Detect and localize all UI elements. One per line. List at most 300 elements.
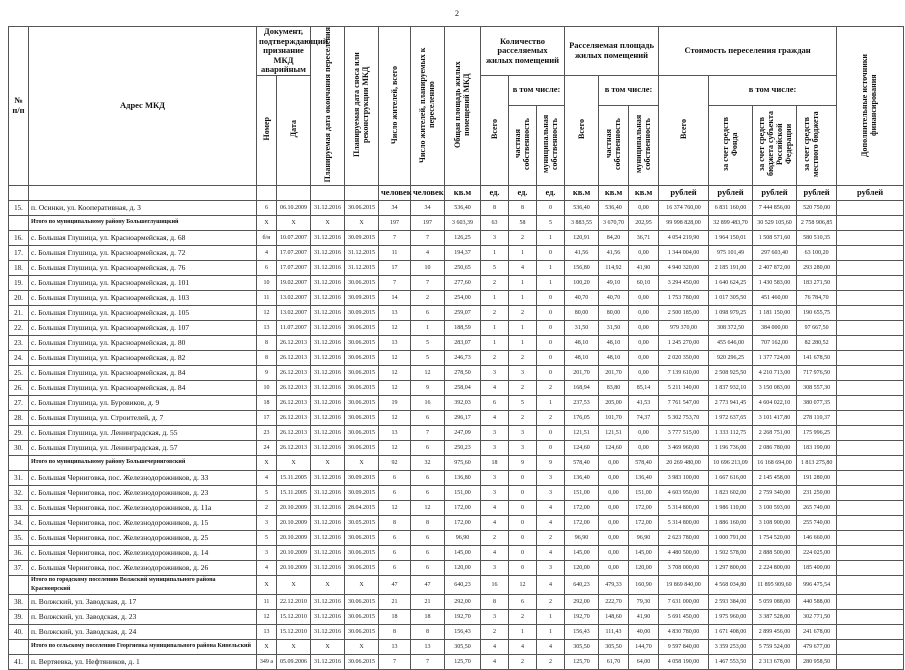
resettlement-table	[8, 26, 904, 670]
row-cell: 10.07.2007	[277, 230, 311, 245]
row-address: с. Большая Глушица, ул. Красноармейская, д. 103	[29, 290, 257, 305]
row-cell: 30.09.2015	[345, 230, 379, 245]
row-cell: 1	[537, 275, 565, 290]
col-residents-planned: Число жителей, планируемых к переселению	[411, 27, 445, 186]
row-cell: 120,00	[445, 560, 481, 575]
row-cell: 31.12.2016	[311, 305, 345, 320]
table-row	[9, 380, 904, 395]
row-number: 18.	[9, 260, 29, 275]
row-cell: 172,00	[445, 500, 481, 515]
row-cell: 3	[509, 425, 537, 440]
col-doc-date: Дата	[277, 75, 311, 185]
row-cell: 30.06.2015	[345, 440, 379, 455]
row-cell: 1 667 616,00	[709, 470, 753, 485]
row-cell: 5	[257, 485, 277, 500]
row-cell: 6	[257, 260, 277, 275]
row-cell: 1 017 305,50	[709, 290, 753, 305]
row-cell: 31.12.2016	[311, 470, 345, 485]
row-cell: 4 603 950,00	[659, 485, 709, 500]
row-cell: 4	[411, 245, 445, 260]
row-cell: 31.12.2016	[311, 654, 345, 669]
row-cell: 13	[257, 624, 277, 639]
row-cell: 1 964 150,01	[709, 230, 753, 245]
row-cell: 6 831 160,00	[709, 200, 753, 215]
row-cell: 30.09.2015	[345, 290, 379, 305]
row-number: 32.	[9, 485, 29, 500]
row-cell: 176,05	[565, 410, 599, 425]
row-cell: 31,50	[599, 320, 629, 335]
row-cell: 120,00	[565, 560, 599, 575]
row-cell: 9 597 840,00	[659, 639, 709, 654]
row-cell: 31.12.2016	[311, 275, 345, 290]
row-cell: 30.06.2015	[345, 410, 379, 425]
row-cell: 26.12.2013	[277, 395, 311, 410]
table-row	[9, 200, 904, 215]
row-cell: 18	[411, 609, 445, 624]
row-address: с. Большая Черниговка, пос. Железнодорожников, д. 33	[29, 470, 257, 485]
row-cell: 20.10.2009	[277, 515, 311, 530]
row-cell: 26.12.2013	[277, 425, 311, 440]
row-cell: 384 000,00	[753, 320, 797, 335]
row-cell: 3	[509, 365, 537, 380]
row-number	[9, 575, 29, 594]
row-cell: 20 269 480,00	[659, 455, 709, 470]
row-cell: 15.11.2005	[277, 485, 311, 500]
row-address: с. Большая Черниговка, пос. Железнодорожников, д. 15	[29, 515, 257, 530]
row-cell: 2	[537, 654, 565, 669]
row-cell: 2 268 751,00	[753, 425, 797, 440]
row-address: п. Волжский, ул. Заводская, д. 24	[29, 624, 257, 639]
row-cell: 237,53	[565, 395, 599, 410]
units-row: человек человек кв.м ед. ед. ед. кв.м кв.м кв.м рублей рублей рублей рублей рублей	[9, 185, 904, 200]
row-cell: 349 а	[257, 654, 277, 669]
row-address: с. Большая Глушица, ул. Ленинградская, д. 55	[29, 425, 257, 440]
row-cell: 707 162,00	[753, 335, 797, 350]
row-cell: 2 224 800,00	[753, 560, 797, 575]
table-row	[9, 365, 904, 380]
row-cell: X	[311, 639, 345, 654]
row-address: Итого по городскому поселению Волжский муниципального района Красноярский	[29, 575, 257, 594]
row-cell: 6	[411, 410, 445, 425]
row-number: 30.	[9, 440, 29, 455]
row-cell: 30.09.2015	[345, 485, 379, 500]
row-cell: 7	[379, 275, 411, 290]
row-cell: 0,00	[629, 305, 659, 320]
row-cell: 0,00	[599, 515, 629, 530]
row-cell	[837, 575, 904, 594]
row-cell: 0	[509, 500, 537, 515]
row-cell: 8	[411, 624, 445, 639]
row-cell: 8	[481, 594, 509, 609]
row-address: с. Большая Черниговка, пос. Железнодорожников, д. 26	[29, 560, 257, 575]
row-cell: 4 054 219,90	[659, 230, 709, 245]
row-cell: 2 407 872,00	[753, 260, 797, 275]
row-cell: 7	[411, 654, 445, 669]
row-cell: 145,00	[445, 545, 481, 560]
row-cell: 247,09	[445, 425, 481, 440]
row-cell: 0,00	[629, 350, 659, 365]
row-number	[9, 639, 29, 654]
row-cell: 0,00	[629, 245, 659, 260]
row-cell: 32 899 483,70	[709, 215, 753, 230]
row-cell: 126,25	[445, 230, 481, 245]
row-cell: 13	[411, 639, 445, 654]
row-address: п. Осинки, ул. Кооперативная, д. 3	[29, 200, 257, 215]
table-row	[9, 275, 904, 290]
row-cell: 4 830 780,00	[659, 624, 709, 639]
row-cell: 31.12.2016	[311, 440, 345, 455]
row-cell: 4	[509, 260, 537, 275]
row-address: с. Большая Глушица, ул. Красноармейская, д. 80	[29, 335, 257, 350]
row-cell: 1	[509, 245, 537, 260]
row-cell: 31.12.2016	[311, 335, 345, 350]
row-cell: 64,00	[629, 654, 659, 669]
row-cell: 1 196 736,00	[709, 440, 753, 455]
col-cost: Стоимость переселения граждан	[659, 27, 837, 76]
row-cell: 1	[481, 335, 509, 350]
row-cell: 1 430 583,00	[753, 275, 797, 290]
row-cell: 125,70	[445, 654, 481, 669]
row-number: 22.	[9, 320, 29, 335]
row-cell: 30.09.2015	[345, 305, 379, 320]
row-address: п. Волжский, ул. Заводская, д. 17	[29, 594, 257, 609]
row-cell: 17	[257, 410, 277, 425]
row-cell: 197	[411, 215, 445, 230]
row-cell: X	[277, 455, 311, 470]
row-cell: 125,70	[565, 654, 599, 669]
row-cell: 19	[379, 395, 411, 410]
row-cell: 10	[257, 380, 277, 395]
page-number: 2	[455, 9, 459, 18]
row-cell: 1 640 624,25	[709, 275, 753, 290]
row-cell: 4	[537, 639, 565, 654]
row-cell: 1 245 270,00	[659, 335, 709, 350]
row-cell: 2 623 780,00	[659, 530, 709, 545]
row-cell: 172,00	[629, 515, 659, 530]
row-cell: 31.12.2016	[311, 260, 345, 275]
row-cell: 0	[537, 245, 565, 260]
row-cell: 24	[257, 440, 277, 455]
row-cell: 2	[509, 350, 537, 365]
row-cell: 6	[481, 395, 509, 410]
row-cell: 0	[509, 485, 537, 500]
row-cell: 8	[257, 350, 277, 365]
row-cell: 30.06.2015	[345, 395, 379, 410]
row-cell: 30.06.2015	[345, 545, 379, 560]
row-cell: 31.12.2016	[311, 500, 345, 515]
row-address: с. Большая Глушица, ул. Красноармейская, д. 72	[29, 245, 257, 260]
row-cell: 12	[379, 365, 411, 380]
table-row	[9, 395, 904, 410]
row-cell	[837, 275, 904, 290]
row-cell: 30 529 105,60	[753, 215, 797, 230]
row-number: 25.	[9, 365, 29, 380]
row-cell: 0,00	[629, 320, 659, 335]
row-cell: 26.12.2013	[277, 335, 311, 350]
row-cell: 292,00	[565, 594, 599, 609]
row-cell: 265 740,00	[797, 500, 837, 515]
row-cell: 278 110,37	[797, 410, 837, 425]
row-cell: 17.07.2007	[277, 245, 311, 260]
row-cell: 12	[257, 609, 277, 624]
row-address: с. Большая Глушица, ул. Красноармейская, д. 107	[29, 320, 257, 335]
row-cell: 1	[509, 290, 537, 305]
row-cell: X	[257, 215, 277, 230]
row-cell: 0	[509, 545, 537, 560]
row-cell: 11.07.2007	[277, 320, 311, 335]
row-cell: 8	[509, 200, 537, 215]
row-cell: 172,00	[565, 500, 599, 515]
row-cell: 3	[537, 485, 565, 500]
row-cell: 121,51	[565, 425, 599, 440]
row-cell: 11	[379, 245, 411, 260]
row-cell: 640,23	[445, 575, 481, 594]
row-address: с. Большая Глушица, ул. Строителей, д. 7	[29, 410, 257, 425]
row-cell: 160,90	[629, 575, 659, 594]
row-cell: 280 958,50	[797, 654, 837, 669]
row-cell: 2	[509, 305, 537, 320]
table-row	[9, 320, 904, 335]
row-cell: 258,04	[445, 380, 481, 395]
row-cell: 21	[379, 594, 411, 609]
row-cell: 111,43	[599, 624, 629, 639]
row-cell: 3	[481, 425, 509, 440]
row-cell: 21	[411, 594, 445, 609]
row-cell: 3	[509, 440, 537, 455]
row-cell: 30.05.2015	[345, 515, 379, 530]
row-cell: 222,70	[599, 594, 629, 609]
row-cell: 80,00	[565, 305, 599, 320]
row-cell: 48,10	[599, 350, 629, 365]
col-area-total: Общая площадь жилых помещений МКД	[445, 27, 481, 186]
row-cell: 175 996,25	[797, 425, 837, 440]
row-cell: 2 888 500,00	[753, 545, 797, 560]
row-cell: 7	[411, 425, 445, 440]
row-cell: 26.12.2013	[277, 440, 311, 455]
row-cell: 92	[379, 455, 411, 470]
row-cell: 31.12.2016	[311, 230, 345, 245]
row-cell: 305,50	[445, 639, 481, 654]
row-cell: 1 972 637,65	[709, 410, 753, 425]
row-number: 17.	[9, 245, 29, 260]
row-cell: 302 771,50	[797, 609, 837, 624]
row-cell: X	[345, 639, 379, 654]
row-cell: 06.10.2009	[277, 200, 311, 215]
row-cell: 3 359 253,00	[709, 639, 753, 654]
row-cell: 278,50	[445, 365, 481, 380]
row-cell: 5 059 088,00	[753, 594, 797, 609]
row-cell: 2 020 350,00	[659, 350, 709, 365]
row-cell: 1	[509, 624, 537, 639]
row-cell: 259,07	[445, 305, 481, 320]
row-cell: 479,33	[599, 575, 629, 594]
row-address: п. Вертяевка, ул. Нефтяников, д. 1	[29, 654, 257, 669]
row-cell: 202,95	[629, 215, 659, 230]
row-cell: 30.09.2015	[345, 470, 379, 485]
row-cell: X	[311, 215, 345, 230]
row-cell: 305,50	[599, 639, 629, 654]
row-cell: 9	[257, 365, 277, 380]
row-cell: 7	[411, 275, 445, 290]
row-cell: 4	[537, 500, 565, 515]
row-cell: 84,20	[599, 230, 629, 245]
row-cell: 250,23	[445, 440, 481, 455]
row-cell: 5 314 800,00	[659, 500, 709, 515]
row-cell: 30.06.2015	[345, 560, 379, 575]
col-qty-municipal: муниципальная собственность	[537, 105, 565, 185]
row-address: с. Большая Глушица, ул. Буровиков, д. 9	[29, 395, 257, 410]
row-cell: 151,00	[629, 485, 659, 500]
row-cell: 30.06.2015	[345, 335, 379, 350]
row-cell: 183 190,00	[797, 440, 837, 455]
row-cell: 3 670,70	[599, 215, 629, 230]
row-cell: 2 759 340,00	[753, 485, 797, 500]
row-cell: 136,80	[445, 470, 481, 485]
row-cell: 15.11.2005	[277, 470, 311, 485]
row-cell	[837, 305, 904, 320]
row-cell: 2	[537, 530, 565, 545]
row-cell: 205,00	[599, 395, 629, 410]
row-cell: 26.12.2013	[277, 365, 311, 380]
row-cell: 30.06.2015	[345, 654, 379, 669]
row-cell: 3	[481, 609, 509, 624]
row-cell: 12	[379, 440, 411, 455]
row-cell: 10	[411, 260, 445, 275]
row-cell: 2 508 925,50	[709, 365, 753, 380]
row-number: 40.	[9, 624, 29, 639]
row-cell: 305,50	[565, 639, 599, 654]
row-number: 41.	[9, 654, 29, 669]
row-cell: 0	[537, 425, 565, 440]
row-cell: 151,00	[565, 485, 599, 500]
row-cell: 231 250,00	[797, 485, 837, 500]
row-cell: 1 753 780,00	[659, 290, 709, 305]
row-address: с. Большая Глушица, ул. Красноармейская, д. 105	[29, 305, 257, 320]
table-row	[9, 260, 904, 275]
row-cell: 12	[379, 380, 411, 395]
row-number: 31.	[9, 470, 29, 485]
col-number: № п/п	[9, 27, 29, 186]
row-number: 16.	[9, 230, 29, 245]
row-cell: 141 678,50	[797, 350, 837, 365]
row-cell: 0	[537, 290, 565, 305]
row-cell: 7 761 547,00	[659, 395, 709, 410]
row-cell: 3 883,55	[565, 215, 599, 230]
table-row	[9, 350, 904, 365]
row-cell: 0	[537, 200, 565, 215]
table-body	[9, 200, 904, 669]
row-cell: 197	[379, 215, 411, 230]
row-cell: 5	[481, 260, 509, 275]
col-area-incl: в том числе:	[599, 75, 659, 105]
row-cell: 30.06.2015	[345, 275, 379, 290]
row-cell	[837, 500, 904, 515]
row-cell: 17	[379, 260, 411, 275]
row-cell	[837, 470, 904, 485]
row-cell: 2	[257, 500, 277, 515]
row-cell: 30.06.2015	[345, 609, 379, 624]
col-area-total-sub: Всего	[565, 75, 599, 185]
row-address: с. Большая Черниговка, пос. Железнодорожников, д. 14	[29, 545, 257, 560]
row-cell: 8	[411, 515, 445, 530]
row-cell: 31.12.2016	[311, 410, 345, 425]
row-cell: 31.12.2016	[311, 290, 345, 305]
row-cell	[837, 335, 904, 350]
table-row	[9, 230, 904, 245]
row-address: с. Большая Глушица, ул. Красноармейская, д. 76	[29, 260, 257, 275]
row-cell: 6	[509, 594, 537, 609]
row-cell	[837, 639, 904, 654]
row-cell: 4 604 022,10	[753, 395, 797, 410]
row-cell: 31.12.2016	[311, 395, 345, 410]
row-cell: X	[345, 215, 379, 230]
row-cell: 1 344 004,00	[659, 245, 709, 260]
row-cell: 1 671 408,00	[709, 624, 753, 639]
row-cell: 0	[509, 515, 537, 530]
row-cell: 4 210 713,00	[753, 365, 797, 380]
row-cell: 2	[481, 305, 509, 320]
row-cell: 1	[537, 624, 565, 639]
row-cell: 17.07.2007	[277, 260, 311, 275]
row-cell: 31.12.2016	[311, 245, 345, 260]
row-cell: 16	[481, 575, 509, 594]
subtotal-row	[9, 455, 904, 470]
row-cell: 5	[257, 530, 277, 545]
row-number: 28.	[9, 410, 29, 425]
row-cell: X	[257, 575, 277, 594]
col-cost-fund: за счет средств Фонда	[709, 105, 753, 185]
row-number: 24.	[9, 350, 29, 365]
row-number: 33.	[9, 500, 29, 515]
row-cell: 0	[537, 320, 565, 335]
table-row	[9, 290, 904, 305]
row-cell: 31.12.2016	[311, 365, 345, 380]
row-cell: 31.12.2016	[311, 485, 345, 500]
row-cell: 0,00	[629, 425, 659, 440]
table-row	[9, 560, 904, 575]
row-cell: 6	[411, 545, 445, 560]
row-cell: X	[277, 639, 311, 654]
row-cell: 6	[411, 440, 445, 455]
row-cell: 31.12.2016	[311, 350, 345, 365]
row-cell: 31.12.2016	[311, 609, 345, 624]
row-cell: 168,94	[565, 380, 599, 395]
row-cell: 0,00	[599, 530, 629, 545]
row-cell: 0,00	[629, 335, 659, 350]
row-cell: 2 593 384,00	[709, 594, 753, 609]
row-cell: 13	[379, 335, 411, 350]
row-cell: 4	[481, 410, 509, 425]
row-cell: 1 181 150,00	[753, 305, 797, 320]
row-cell: 6	[379, 470, 411, 485]
row-cell: 12	[411, 365, 445, 380]
row-address: с. Большая Черниговка, пос. Железнодорожников, д. 25	[29, 530, 257, 545]
row-cell: 156,43	[445, 624, 481, 639]
row-cell: 22.12.2010	[277, 594, 311, 609]
row-cell: 30.06.2015	[345, 350, 379, 365]
row-cell: 2	[509, 410, 537, 425]
row-cell: 0	[509, 530, 537, 545]
row-number: 20.	[9, 290, 29, 305]
row-cell: 7	[411, 230, 445, 245]
row-cell: 996 475,54	[797, 575, 837, 594]
row-cell: 74,37	[629, 410, 659, 425]
row-cell: X	[277, 575, 311, 594]
row-cell: 6	[379, 530, 411, 545]
row-cell: 3 777 515,00	[659, 425, 709, 440]
col-cost-subject: за счет средств бюджета субъекта Российской Федерации	[753, 105, 797, 185]
row-cell: X	[345, 575, 379, 594]
